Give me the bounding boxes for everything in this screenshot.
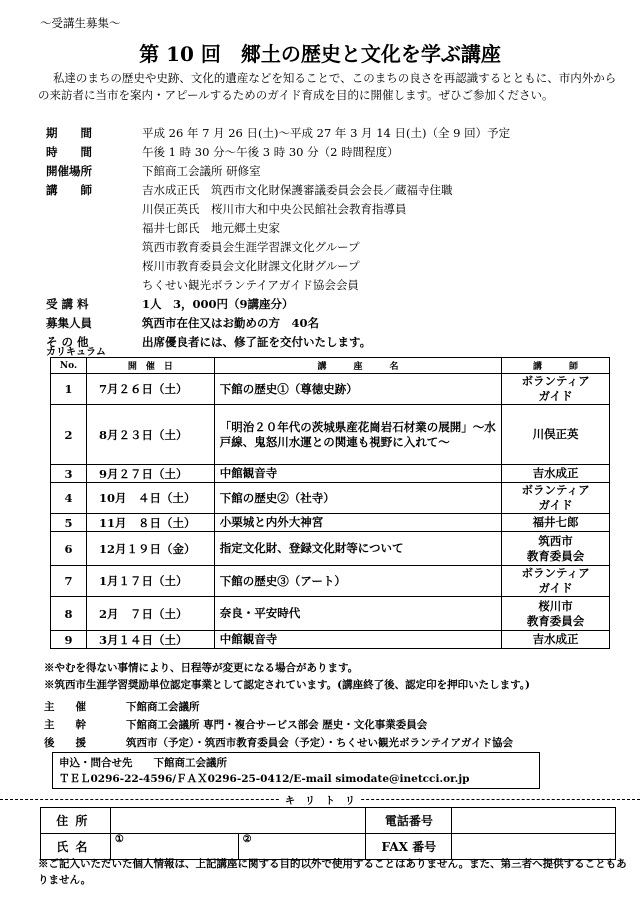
fax-label: FAX 番号 <box>366 834 452 860</box>
info-row <box>46 257 510 276</box>
recruit-tag: 〜受講生募集〜 <box>40 16 121 30</box>
address-field[interactable] <box>110 808 366 834</box>
session-row <box>51 597 610 631</box>
session-topic: 奈良・平安時代 <box>214 597 501 631</box>
info-value: ちくせい観光ボランテイアガイド協会会員 <box>142 278 359 292</box>
session-lecturer: 桜川市 教育委員会 <box>502 597 610 631</box>
session-no: 9 <box>51 631 87 649</box>
session-topic: 「明治２０年代の茨城県産花崗岩石材業の展開」〜水戸線、鬼怒川水運との関連も視野に入れて〜 <box>214 405 501 465</box>
organizer-label: 主 催 <box>44 701 86 713</box>
session-date: 2月 ７日（土） <box>86 597 214 631</box>
name-label: 氏名 <box>41 834 111 860</box>
session-date: 8月２３日（土） <box>86 405 214 465</box>
phone-label: 電話番号 <box>366 808 452 834</box>
session-lecturer: ボランティア ガイド <box>502 566 610 597</box>
info-value: 吉水成正氏 筑西市文化財保護審議委員会会長／蔵福寺住職 <box>142 183 453 197</box>
session-lecturer: 吉水成正 <box>502 631 610 649</box>
organizer-value: 筑西市（予定）・筑西市教育委員会（予定）・ちくせい観光ボランテイアガイド協会 <box>126 737 514 749</box>
contact-line-2: ＴＥＬ0296-22-4596/ＦＡＸ0296-25-0412/E-mail simodate@inetcci.or.jp <box>59 773 470 785</box>
contact-line-1: 申込・問合せ先 下館商工会議所 <box>59 757 227 769</box>
session-no: 4 <box>51 483 87 514</box>
info-row <box>46 276 510 295</box>
notes <box>44 660 530 694</box>
organizers <box>44 698 513 752</box>
session-date: 10月 ４日（土） <box>86 483 214 514</box>
organizer-row <box>44 734 513 752</box>
session-date: 3月１４日（土） <box>86 631 214 649</box>
header-lecturer: 講 師 <box>502 358 610 374</box>
info-label: 受 講 料 <box>46 297 89 311</box>
organizer-value: 下館商工会議所 専門・複合サービス部会 歴史・文化事業委員会 <box>126 719 428 731</box>
organizer-label: 後 援 <box>44 737 86 749</box>
session-topic: 下館の歴史③（アート） <box>214 566 501 597</box>
info-value: 出席優良者には、修了証を交付いたします。 <box>142 335 372 349</box>
info-row <box>46 200 510 219</box>
info-label <box>46 219 142 238</box>
session-date: 11月 ８日（土） <box>86 514 214 532</box>
info-label: そ の 他 <box>46 335 89 349</box>
session-no: 1 <box>51 374 87 405</box>
session-no: 2 <box>51 405 87 465</box>
curriculum-label: カリキュラム <box>46 347 106 358</box>
name-mark-2: ② <box>242 834 252 845</box>
info-value: 桜川市教育委員会文化財課文化財グループ <box>142 259 360 273</box>
session-no: 7 <box>51 566 87 597</box>
header-date: 開 催 日 <box>86 358 214 374</box>
header-topic: 講 座 名 <box>214 358 501 374</box>
info-row <box>46 295 510 314</box>
session-row <box>51 514 610 532</box>
info-label <box>46 200 142 219</box>
form-row-address <box>41 808 616 834</box>
info-value: 午後 1 時 30 分〜午後 3 時 30 分（2 時間程度） <box>142 145 399 159</box>
info-value: 川俣正英氏 桜川市大和中央公民館社会教育指導員 <box>142 202 407 216</box>
info-row <box>46 124 510 143</box>
info-label: 開催場所 <box>46 164 92 178</box>
session-row <box>51 483 610 514</box>
session-lecturer: 筑西市 教育委員会 <box>502 532 610 566</box>
info-label <box>46 276 142 295</box>
session-row <box>51 631 610 649</box>
session-row <box>51 374 610 405</box>
info-value: 下館商工会議所 研修室 <box>142 164 261 178</box>
info-label: 講 師 <box>46 183 92 197</box>
session-topic: 下館の歴史②（社寺） <box>214 483 501 514</box>
session-row <box>51 465 610 483</box>
session-topic: 中館観音寺 <box>214 465 501 483</box>
session-topic: 中館観音寺 <box>214 631 501 649</box>
info-row <box>46 333 510 352</box>
session-lecturer: ボランティア ガイド <box>502 374 610 405</box>
note-schedule-change: ※やむを得ない事情により、日程等が変更になる場合があります。 <box>44 662 359 674</box>
session-lecturer: 川俣正英 <box>502 405 610 465</box>
session-lecturer: ボランティア ガイド <box>502 483 610 514</box>
session-date: 7月２６日（土） <box>86 374 214 405</box>
session-no: 3 <box>51 465 87 483</box>
session-row <box>51 532 610 566</box>
session-topic: 指定文化財、登録文化財等について <box>214 532 501 566</box>
info-row <box>46 181 510 200</box>
session-no: 8 <box>51 597 87 631</box>
info-label <box>46 257 142 276</box>
course-info <box>46 124 510 352</box>
session-row <box>51 566 610 597</box>
info-label: 募集人員 <box>46 316 92 330</box>
table-header-row <box>51 358 610 374</box>
session-lecturer: 吉水成正 <box>502 465 610 483</box>
info-label: 時 間 <box>46 145 92 159</box>
info-label <box>46 238 142 257</box>
info-label: 期 間 <box>46 126 92 140</box>
cut-line-label: キ リ ト リ <box>279 796 361 807</box>
info-row <box>46 162 510 181</box>
info-row <box>46 314 510 333</box>
organizer-label: 主 幹 <box>44 719 86 731</box>
info-row <box>46 238 510 257</box>
session-topic: 下館の歴史①（尊徳史跡） <box>214 374 501 405</box>
session-date: 1月１７日（土） <box>86 566 214 597</box>
session-date: 9月２７日（土） <box>86 465 214 483</box>
phone-field[interactable] <box>452 808 616 834</box>
session-no: 6 <box>51 532 87 566</box>
info-value: 福井七郎氏 地元郷土史家 <box>142 221 280 235</box>
info-value: 筑西市教育委員会生涯学習課文化グループ <box>142 240 360 254</box>
info-row <box>46 143 510 162</box>
application-form <box>40 807 616 860</box>
curriculum-table <box>50 357 610 649</box>
organizer-row <box>44 716 513 734</box>
name-mark-1: ① <box>114 834 124 845</box>
session-row <box>51 405 610 465</box>
session-topic: 小栗城と内外大神宮 <box>214 514 501 532</box>
session-date: 12月１９日（金） <box>86 532 214 566</box>
session-no: 5 <box>51 514 87 532</box>
session-lecturer: 福井七郎 <box>502 514 610 532</box>
privacy-note: ※ご記入いただいた個人情報は、上記講座に関する目的以外で使用することはありません。また、第三者へ提供することもありません。 <box>38 858 627 886</box>
page-title: 第 10 回 郷土の歴史と文化を学ぶ講座 <box>139 42 501 66</box>
cut-line <box>0 792 640 806</box>
contact-box <box>52 752 540 789</box>
info-row <box>46 219 510 238</box>
note-certification: ※筑西市生涯学習奨励単位認定事業として認定されています。(講座終了後、認定印を押印いたします。) <box>44 679 531 691</box>
info-value: 平成 26 年 7 月 26 日(土)〜平成 27 年 3 月 14 日(土)（全 9 回）予定 <box>142 126 511 140</box>
organizer-row <box>44 698 513 716</box>
intro-paragraph: 私達のまちの歴史や史跡、文化的遺産などを知ることで、このまちの良さを再認識するとともに、市内外からの来訪者に当市を案内・アピールするためのガイド育成を目的に開催します。ぜひご参加ください。 <box>38 71 617 102</box>
organizer-value: 下館商工会議所 <box>126 701 200 713</box>
address-label: 住所 <box>41 808 111 834</box>
header-no: No. <box>51 358 87 374</box>
info-value: 1人 3，000円（9講座分） <box>142 297 294 311</box>
info-value: 筑西市在住又はお勤めの方 40名 <box>142 316 320 330</box>
